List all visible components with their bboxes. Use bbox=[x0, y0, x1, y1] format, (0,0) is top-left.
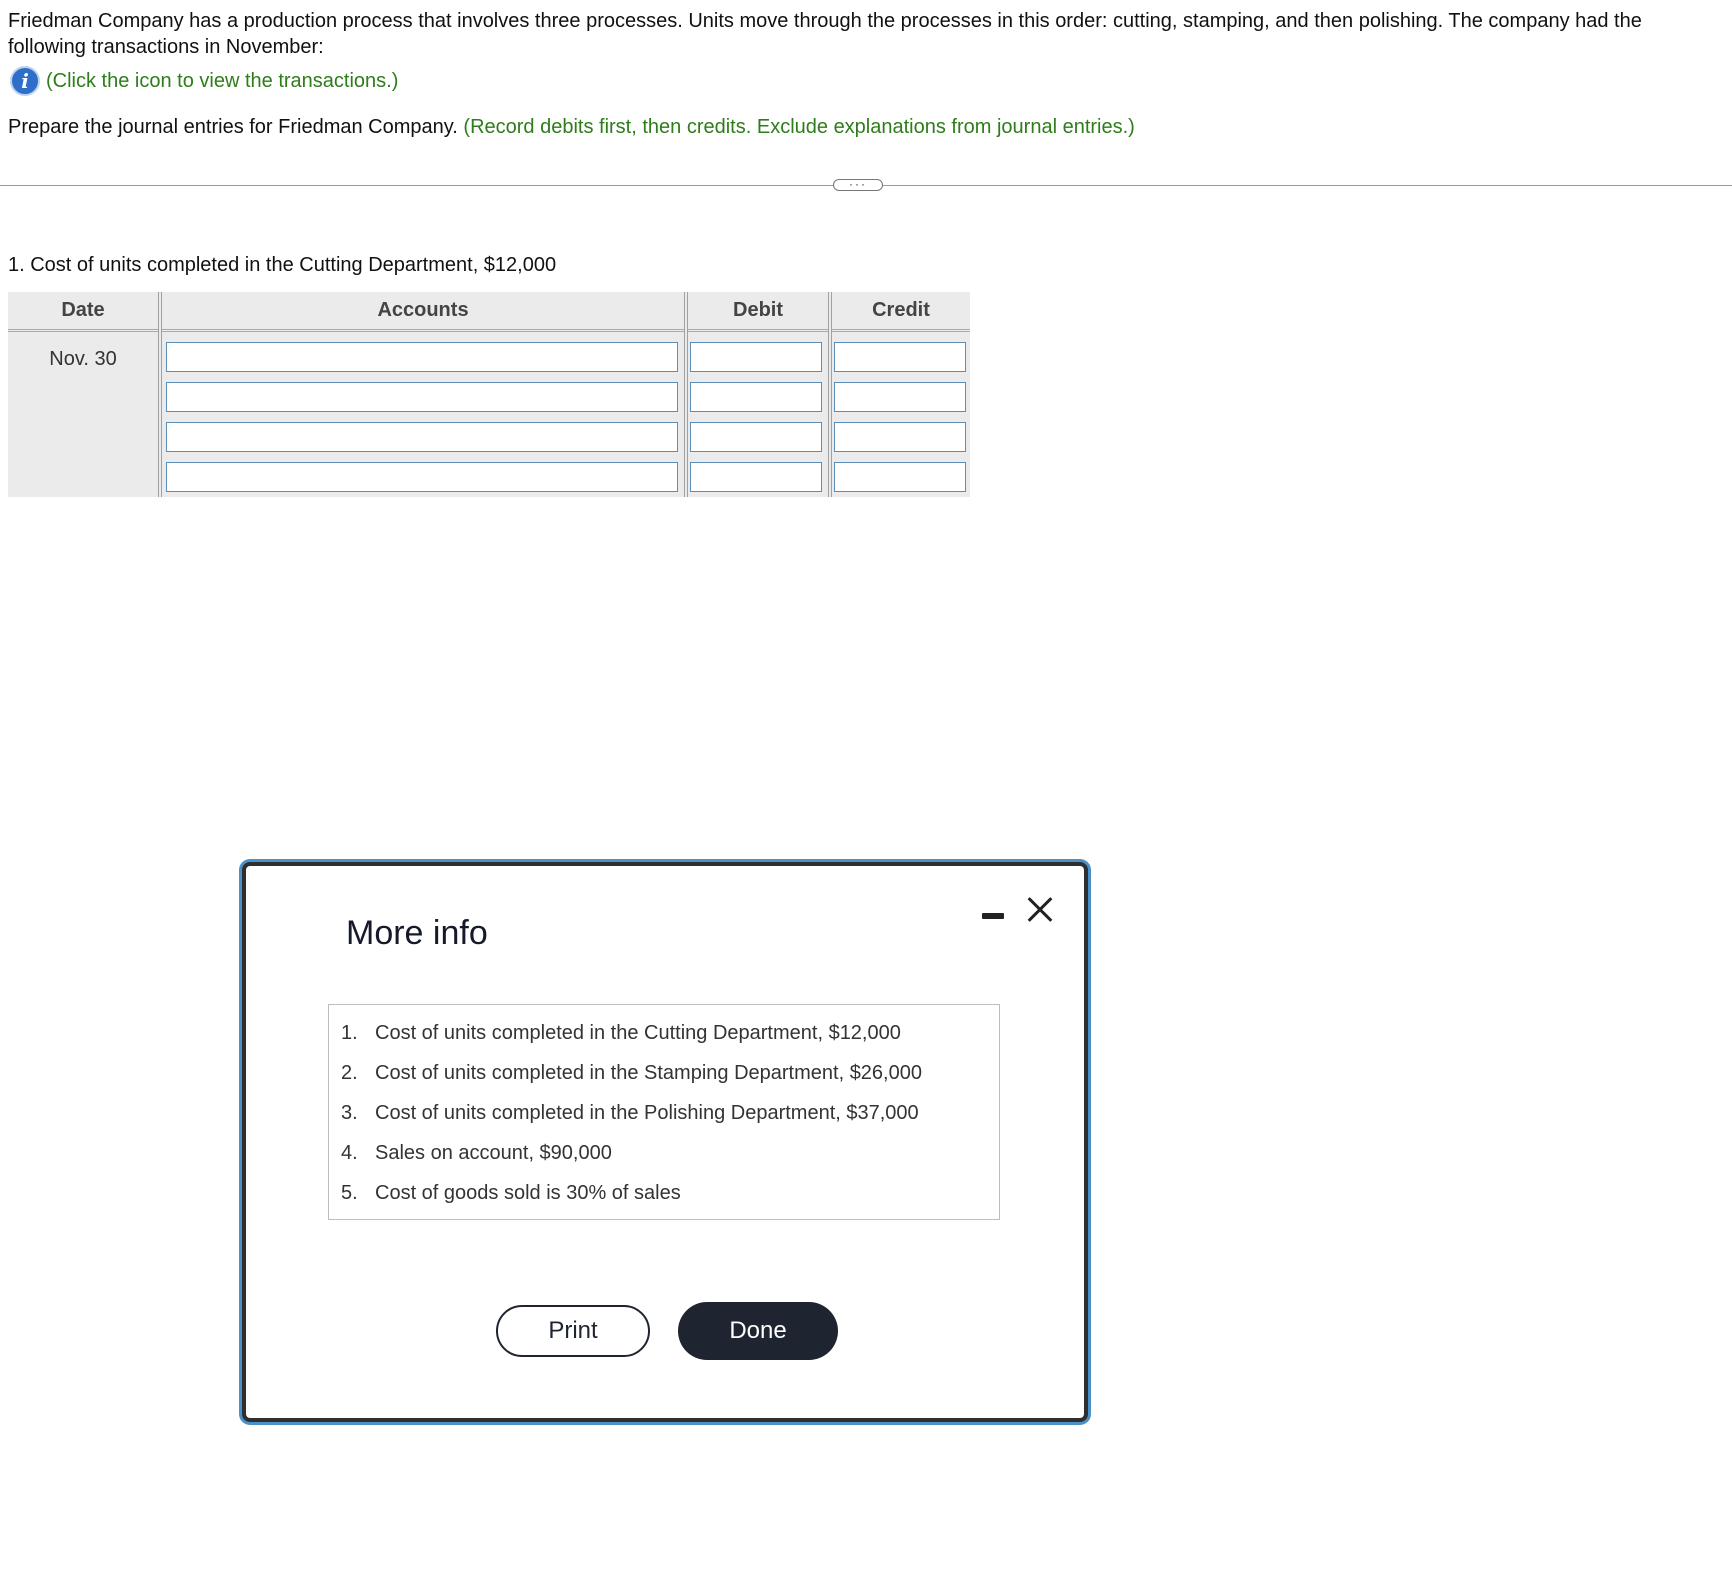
minimize-icon[interactable] bbox=[982, 906, 1004, 926]
list-item-text: Cost of units completed in the Cutting Department, $12,000 bbox=[375, 1021, 901, 1044]
header-date: Date bbox=[8, 292, 158, 332]
header-accounts: Accounts bbox=[162, 292, 684, 332]
column-separator bbox=[684, 292, 688, 497]
print-button[interactable]: Print bbox=[496, 1305, 650, 1357]
transactions-list bbox=[328, 1004, 1000, 1220]
prepare-instruction bbox=[8, 114, 1135, 140]
list-item bbox=[329, 1093, 999, 1133]
dialog-title: More info bbox=[346, 914, 488, 952]
question-title: 1. Cost of units completed in the Cutting Department, $12,000 bbox=[8, 254, 557, 276]
credit-input-3[interactable] bbox=[834, 422, 966, 452]
info-link[interactable]: (Click the icon to view the transactions.) bbox=[46, 69, 399, 92]
list-item-text: Cost of goods sold is 30% of sales bbox=[375, 1181, 681, 1204]
prepare-text: Prepare the journal entries for Friedman Company. bbox=[8, 116, 458, 138]
account-input-2[interactable] bbox=[166, 382, 678, 412]
list-item bbox=[329, 1013, 999, 1053]
list-item-number: 4. bbox=[341, 1141, 358, 1164]
credit-input-2[interactable] bbox=[834, 382, 966, 412]
credit-input-4[interactable] bbox=[834, 462, 966, 492]
list-item-text: Cost of units completed in the Polishing Department, $37,000 bbox=[375, 1101, 919, 1124]
list-item-text: Sales on account, $90,000 bbox=[375, 1141, 612, 1164]
more-info-dialog bbox=[242, 862, 1088, 1422]
list-item-number: 5. bbox=[341, 1181, 358, 1204]
list-item-number: 2. bbox=[341, 1061, 358, 1084]
header-credit: Credit bbox=[832, 292, 970, 332]
header-debit: Debit bbox=[688, 292, 828, 332]
debit-input-4[interactable] bbox=[690, 462, 822, 492]
list-item bbox=[329, 1053, 999, 1093]
account-input-1[interactable] bbox=[166, 342, 678, 372]
debit-input-2[interactable] bbox=[690, 382, 822, 412]
column-separator bbox=[828, 292, 832, 497]
list-item bbox=[329, 1173, 999, 1213]
divider-handle[interactable]: ··· bbox=[833, 179, 883, 191]
prepare-hint: (Record debits first, then credits. Exclude explanations from journal entries.) bbox=[463, 116, 1135, 138]
list-item-text: Cost of units completed in the Stamping Department, $26,000 bbox=[375, 1061, 922, 1084]
column-separator bbox=[158, 292, 162, 497]
account-input-4[interactable] bbox=[166, 462, 678, 492]
info-icon[interactable]: i bbox=[10, 66, 40, 96]
entry-date: Nov. 30 bbox=[49, 348, 117, 370]
list-item-number: 1. bbox=[341, 1021, 358, 1044]
done-button[interactable]: Done bbox=[678, 1302, 838, 1360]
list-item bbox=[329, 1133, 999, 1173]
problem-intro: Friedman Company has a production process that involves three processes. Units move through the processes in this order: cutting, stamping, and then polishing. The company had the following transactions in November: bbox=[8, 10, 1642, 58]
info-line bbox=[10, 66, 398, 96]
debit-input-1[interactable] bbox=[690, 342, 822, 372]
credit-input-1[interactable] bbox=[834, 342, 966, 372]
journal-table bbox=[8, 292, 970, 497]
close-icon[interactable] bbox=[1026, 896, 1054, 924]
list-item-number: 3. bbox=[341, 1101, 358, 1124]
debit-input-3[interactable] bbox=[690, 422, 822, 452]
account-input-3[interactable] bbox=[166, 422, 678, 452]
